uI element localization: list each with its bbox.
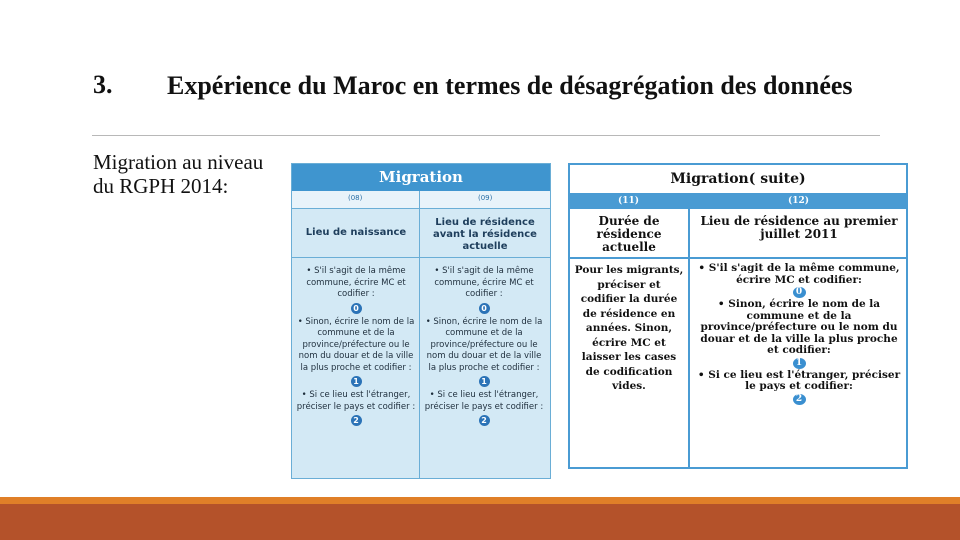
form2-row-divider (570, 257, 906, 259)
form1-col2-bullet-3: • Si ce lieu est l'étranger, préciser le pays et codifier : (424, 390, 544, 412)
form1-col1-instructions (296, 266, 416, 429)
section-number: 3. (93, 70, 113, 99)
form2-q-duration: Durée de résidence actuelle (596, 214, 662, 254)
code-0-badge: 0 (479, 303, 490, 314)
form2-col2-bullet-1: • S'il s'agit de la même commune, écrire MC et codifier: (698, 262, 900, 286)
form2-q-residence-2011: Lieu de résidence au premier juillet 2011 (700, 214, 898, 241)
form2-code-11: (11) (618, 196, 640, 206)
footer-band (0, 504, 960, 540)
slide-title: Expérience du Maroc en termes de désagrégation des données (167, 71, 853, 100)
migration-form-image (291, 163, 551, 479)
migration-suite-form-image (568, 163, 908, 469)
form1-code-row (292, 191, 550, 209)
form1-code-09: (09) (478, 194, 493, 202)
form2-code-row (570, 195, 906, 209)
form2-col1-instructions: Pour les migrants, préciser et codifier la durée de résidence en années. Sinon, écrire MC et laisser les cases de codification vides. (574, 264, 684, 392)
form1-header: Migration (292, 164, 550, 191)
code-2-badge: 2 (479, 415, 490, 426)
form2-col2-bullet-2: • Sinon, écrire le nom de la commune et de la province/préfecture ou le nom du douar et de la ville la plus proche et codifier: (700, 298, 898, 356)
code-0-badge: 0 (793, 287, 806, 298)
form1-col1-bullet-1: • S'il s'agit de la même commune, écrire MC et codifier : (306, 266, 406, 299)
form1-column-divider (419, 191, 420, 478)
form2-header: Migration( suite) (570, 165, 906, 195)
form1-col1-bullet-2: • Sinon, écrire le nom de la commune et de la province/préfecture ou le nom du douar et de la ville la plus proche et codifier : (297, 316, 415, 373)
code-1-badge: 1 (351, 376, 362, 387)
form1-q-previous-residence: Lieu de résidence avant la résidence actuelle (433, 217, 537, 252)
form1-col2-instructions (423, 266, 545, 429)
footer-accent-stripe (0, 497, 960, 504)
code-2-badge: 2 (793, 394, 806, 405)
form1-q-birthplace: Lieu de naissance (305, 227, 407, 238)
code-1-badge: 1 (479, 376, 490, 387)
form1-col2-bullet-1: • S'il s'agit de la même commune, écrire MC et codifier : (434, 266, 534, 299)
form1-col2-bullet-2: • Sinon, écrire le nom de la commune et de la province/préfecture ou le nom du douar et de la ville la plus proche et codifier : (425, 316, 543, 373)
form1-col1-bullet-3: • Si ce lieu est l'étranger, préciser le pays et codifier : (296, 390, 416, 412)
form1-code-08: (08) (348, 194, 363, 202)
slide-subtitle: Migration au niveau du RGPH 2014: (93, 150, 264, 198)
form2-code-12: (12) (788, 196, 810, 206)
code-2-badge: 2 (351, 415, 362, 426)
title-divider (92, 135, 880, 136)
form2-column-divider (688, 195, 690, 469)
form1-row-divider (292, 257, 550, 258)
form2-col2-instructions (694, 263, 904, 406)
code-0-badge: 0 (351, 303, 362, 314)
code-1-badge: 1 (793, 358, 806, 369)
form2-col2-bullet-3: • Si ce lieu est l'étranger, préciser le pays et codifier: (697, 368, 901, 392)
